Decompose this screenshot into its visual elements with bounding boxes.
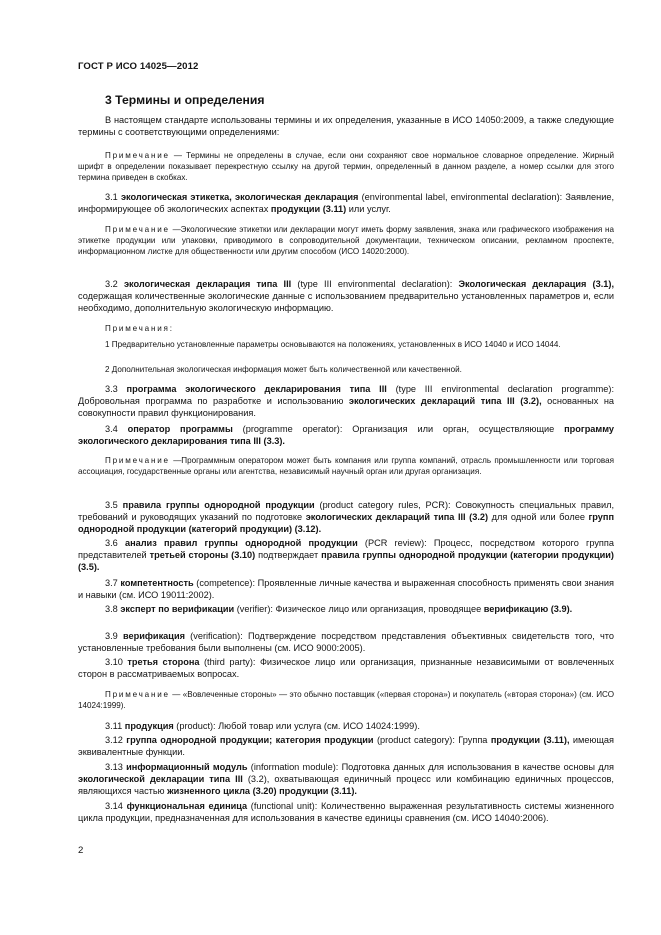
bold-term: экологической декларации типа III	[78, 774, 243, 785]
bold-term: третьей стороны (3.10)	[149, 550, 256, 561]
bold-term: экологических деклараций типа III (3.2)	[305, 512, 489, 523]
text-span: 3.6	[105, 538, 125, 548]
term-paragraph	[78, 630, 614, 654]
bold-term: верификация	[123, 631, 185, 641]
bold-term: программу экологического декларирования типа III (3.3).	[78, 424, 614, 447]
text-span: 3.7	[105, 578, 121, 588]
bold-term: экологическая декларация типа III	[123, 279, 292, 289]
note-paragraph	[78, 364, 614, 375]
bold-term: информационный модуль	[126, 762, 248, 772]
text-span: имеющая эквивалентные функции.	[78, 735, 615, 758]
text-span: 3.11	[105, 721, 125, 731]
note-paragraph	[78, 455, 614, 477]
text-span: (product category rules, PCR): Совокупность специальных правил, требований и руководящих указаний по подготовке	[78, 500, 614, 523]
term-paragraph	[78, 383, 614, 419]
term-paragraph	[78, 761, 614, 797]
text-span: или услуг.	[346, 204, 391, 215]
text-span: —Программным оператором может быть компания или группа компаний, отрасль промышленности или торговая ассоциация, государственные органы или агентства, независимый научный орган или другая организация.	[78, 456, 614, 477]
text-span: — Термины не определены в случае, если они сохраняют свое нормальное словарное определение. Жирный шрифт в определении показывает перекрестную ссылку на другой термин, определенный в данном разделе, а номер ссылки для этого термина приведен в скобках.	[78, 151, 614, 183]
section-title: 3 Термины и определения	[105, 93, 265, 107]
note-paragraph	[78, 150, 614, 183]
note-label: Примечание	[105, 151, 170, 160]
text-span: (product): Любой товар или услуга (см. ИСО 14024:1999).	[173, 721, 420, 731]
bold-term: продукция	[124, 721, 174, 731]
bold-term: правила группы однородной продукции	[122, 500, 315, 510]
page-number: 2	[78, 845, 84, 856]
text-span: (verification): Подтверждение посредством представления объективных свидетельств того, что установленные требования были выполнены (см. ИСО 9000:2005).	[78, 631, 614, 654]
term-paragraph	[78, 734, 614, 758]
text-span: (PCR review): Процесс, посредством которого группа представителей	[78, 538, 614, 561]
note-paragraph	[78, 339, 614, 350]
text-span: (type III environmental declaration):	[291, 279, 459, 289]
term-paragraph	[78, 114, 614, 138]
bold-term: продукции (3.11)	[270, 204, 347, 215]
note-paragraph	[78, 323, 614, 334]
text-span: (3.2), охватывающая единичный процесс или комбинацию единичных процессов, являющихся частью	[78, 774, 614, 797]
text-span: —Экологические этикетки или декларации могут иметь форму заявления, знака или графического изображения на этикетке продукции или упаковки, приводимого в сопроводительной документации, техническом описании, рекламном проспекте, информационном листке для общественности или другим способом (ИСО 14020:2000).	[78, 225, 614, 257]
bold-term: экологическая этикетка, экологическая декларация	[120, 192, 359, 202]
text-span: (verifier): Физическое лицо или организация, проводящее	[234, 604, 484, 614]
text-span: (product category): Группа	[373, 735, 491, 745]
text-span: основанных на совокупности правил функционирования.	[78, 396, 614, 419]
text-span: 3.1	[105, 192, 121, 202]
text-span: В настоящем стандарте использованы термины и их определения, указанные в ИСО 14050:2009, а также следующие термины с соответствующими определениями:	[78, 115, 614, 138]
text-span: (third party): Физическое лицо или организация, признанные независимыми от вовлеченных сторон в рассматриваемых вопросах.	[78, 657, 614, 680]
bold-term: продукции (3.11),	[490, 735, 570, 745]
text-span: 1 Предварительно установленные параметры основываются на положениях, установленных в ИСО 14040 и ИСО 14044.	[105, 340, 561, 349]
text-span: — «Вовлеченные стороны» — это обычно поставщик («первая сторона») и покупатель («вторая сторона») (см. ИСО 14024:1999).	[78, 690, 614, 711]
bold-term: верификацию (3.9).	[483, 604, 573, 614]
bold-term: групп однородной продукции (категорий продукции) (3.12).	[78, 512, 615, 535]
text-span: (competence): Проявленные личные качества и выраженная способность применять свои знания и навыки (см. ИСО 19011:2002).	[78, 578, 614, 601]
text-span: 2 Дополнительная экологическая информация может быть количественной или качественной.	[105, 365, 462, 374]
note-paragraph	[78, 224, 614, 257]
term-paragraph	[78, 499, 614, 535]
bold-term: оператор программы	[127, 424, 233, 434]
text-span: 3.14	[105, 801, 127, 811]
text-span: 3.5	[105, 500, 123, 510]
bold-term: третья сторона	[127, 657, 200, 667]
note-label: Примечания:	[105, 324, 174, 333]
term-paragraph	[78, 278, 614, 314]
bold-term: функциональная единица	[126, 801, 248, 811]
bold-term: эксперт по верификации	[120, 604, 235, 614]
bold-term: анализ правил группы однородной продукции	[124, 538, 358, 548]
term-paragraph	[78, 603, 614, 615]
note-label: Примечание	[105, 690, 170, 699]
term-paragraph	[78, 656, 614, 680]
bold-term: правила группы однородной продукции (категории продукции) (3.5).	[78, 550, 614, 573]
text-span: (type III environmental declaration programme): Добровольная программа по разработке и использованию	[78, 384, 615, 407]
bold-term: экологических деклараций типа III (3.2),	[348, 396, 542, 407]
term-paragraph	[78, 577, 614, 601]
bold-term: программа экологического декларирования типа III	[126, 384, 387, 394]
term-paragraph	[78, 191, 614, 215]
document-header: ГОСТ Р ИСО 14025—2012	[78, 61, 199, 72]
term-paragraph	[78, 537, 614, 573]
text-span: (environmental label, environmental declaration): Заявление, информирующее об экологических аспектах	[78, 192, 615, 215]
text-span: 3.10	[105, 657, 128, 667]
bold-term: Экологическая декларация (3.1),	[458, 279, 614, 289]
bold-term: группа однородной продукции; категория продукции	[126, 735, 374, 745]
term-paragraph	[78, 720, 614, 732]
text-span: подтверждает	[255, 550, 322, 561]
text-span: 3.2	[105, 279, 124, 289]
text-span: (information module): Подготовка данных для использования в качестве основы для	[247, 762, 615, 772]
text-span: 3.9	[105, 631, 123, 641]
text-span: 3.8	[105, 604, 121, 614]
text-span: 3.3	[105, 384, 127, 394]
text-span: 3.4	[105, 424, 128, 434]
text-span: для одной или более	[488, 512, 589, 523]
text-span: (programme operator): Организация или орган, осуществляющие	[232, 424, 565, 434]
note-label: Примечание	[105, 456, 170, 465]
bold-term: жизненного цикла (3.20) продукции (3.11).	[167, 786, 357, 797]
text-span: содержащая количественные экологические данные с использованием предварительно установленных параметров и, если необходимо, дополнительную экологическую информацию.	[78, 291, 614, 314]
note-label: Примечание	[105, 225, 170, 234]
text-span: 3.13	[105, 762, 127, 772]
text-span: 3.12	[105, 735, 127, 745]
bold-term: компетентность	[120, 578, 194, 588]
term-paragraph	[78, 800, 614, 824]
text-span: (functional unit): Количественно выраженная результативность системы жизненного цикла продукции, предназначенная для использования в качестве единицы сравнения (см. ИСО 14040:2006).	[78, 801, 614, 824]
term-paragraph	[78, 423, 614, 447]
note-paragraph	[78, 689, 614, 711]
